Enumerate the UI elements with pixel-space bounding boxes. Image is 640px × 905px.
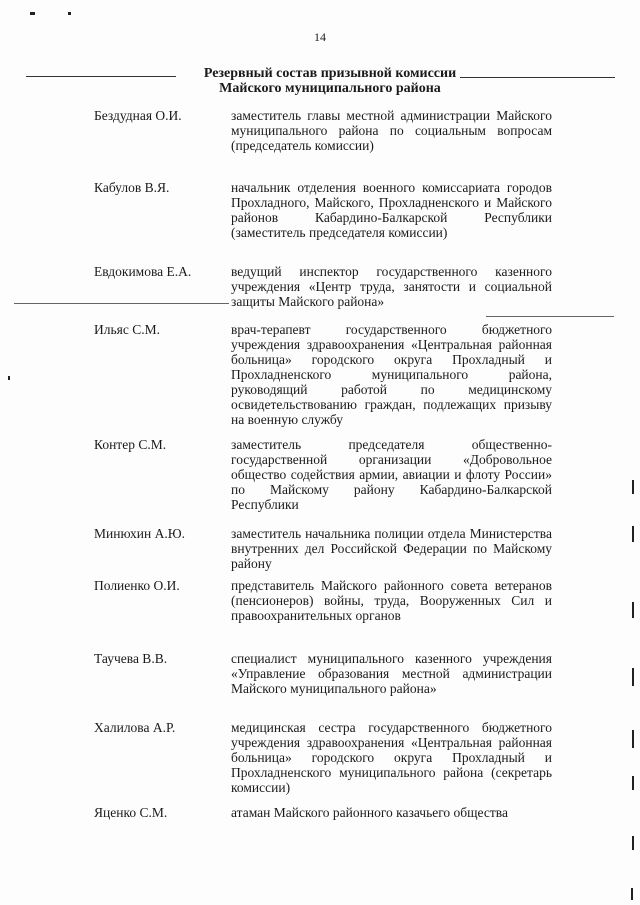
member-description: специалист муниципального казенного учреждения «Управление образования местной администрации Майского муниципального района»: [231, 651, 552, 696]
scan-speck: [8, 376, 10, 380]
scan-speck: [30, 12, 35, 15]
member-description: заместитель председателя общественно-государственной организации «Добровольное общество содействия армии, авиации и флоту России» по Майскому району Кабардино-Балкарской Республики: [231, 437, 552, 512]
member-description: врач-терапевт государственного бюджетного учреждения здравоохранения «Центральная районная больница» городского округа Прохладный и Прохладненского муниципального района, руководящий работой по медицинскому освидетельствованию граждан, подлежащих призыву на военную службу: [231, 322, 552, 427]
scan-rule-right: [486, 316, 614, 317]
member-name: Минюхин А.Ю.: [94, 526, 185, 541]
member-name: Полиенко О.И.: [94, 578, 180, 593]
scan-speck: [68, 12, 71, 15]
document-title: [140, 66, 520, 96]
member-name: Ильяс С.М.: [94, 322, 160, 337]
member-description: начальник отделения военного комиссариата городов Прохладного, Майского, Прохладненского и Майского районов Кабардино-Балкарской Республики (заместитель председателя комиссии): [231, 180, 552, 240]
scan-edge-mark: [632, 668, 634, 686]
member-description: атаман Майского районного казачьего общества: [231, 805, 508, 820]
scan-edge-mark: [632, 836, 634, 850]
page-number: 14: [314, 30, 326, 44]
scan-rule-left: [14, 303, 229, 304]
member-description: заместитель главы местной администрации Майского муниципального района по социальным вопросам (председатель комиссии): [231, 108, 552, 153]
member-name: Контер С.М.: [94, 437, 167, 452]
member-name: Таучева В.В.: [94, 651, 168, 666]
title-line-1: Резервный состав призывной комиссии: [203, 66, 457, 81]
scan-edge-mark: [631, 888, 633, 900]
scan-edge-mark: [632, 730, 634, 748]
member-description: медицинская сестра государственного бюджетного учреждения здравоохранения «Центральная районная больница» городского округа Прохладный и Прохладненского муниципального района (секретарь комиссии): [231, 720, 552, 795]
member-description: представитель Майского районного совета ветеранов (пенсионеров) войны, труда, Вооруженных Сил и правоохранительных органов: [231, 578, 552, 623]
member-name: Кабулов В.Я.: [94, 180, 170, 195]
member-description: заместитель начальника полиции отдела Министерства внутренних дел Российской Федерации по Майскому району: [231, 526, 552, 571]
member-name: Халилова А.Р.: [94, 720, 176, 735]
member-name: Евдокимова Е.А.: [94, 264, 192, 279]
scan-edge-mark: [632, 480, 634, 494]
scan-edge-mark: [632, 602, 634, 618]
title-line-2: Майского муниципального района: [219, 81, 441, 96]
member-description: ведущий инспектор государственного казенного учреждения «Центр труда, занятости и социальной защиты Майского района»: [231, 264, 552, 309]
scan-edge-mark: [632, 776, 634, 790]
member-name: Яценко С.М.: [94, 805, 168, 820]
scan-edge-mark: [632, 526, 634, 542]
member-name: Бездудная О.И.: [94, 108, 182, 123]
